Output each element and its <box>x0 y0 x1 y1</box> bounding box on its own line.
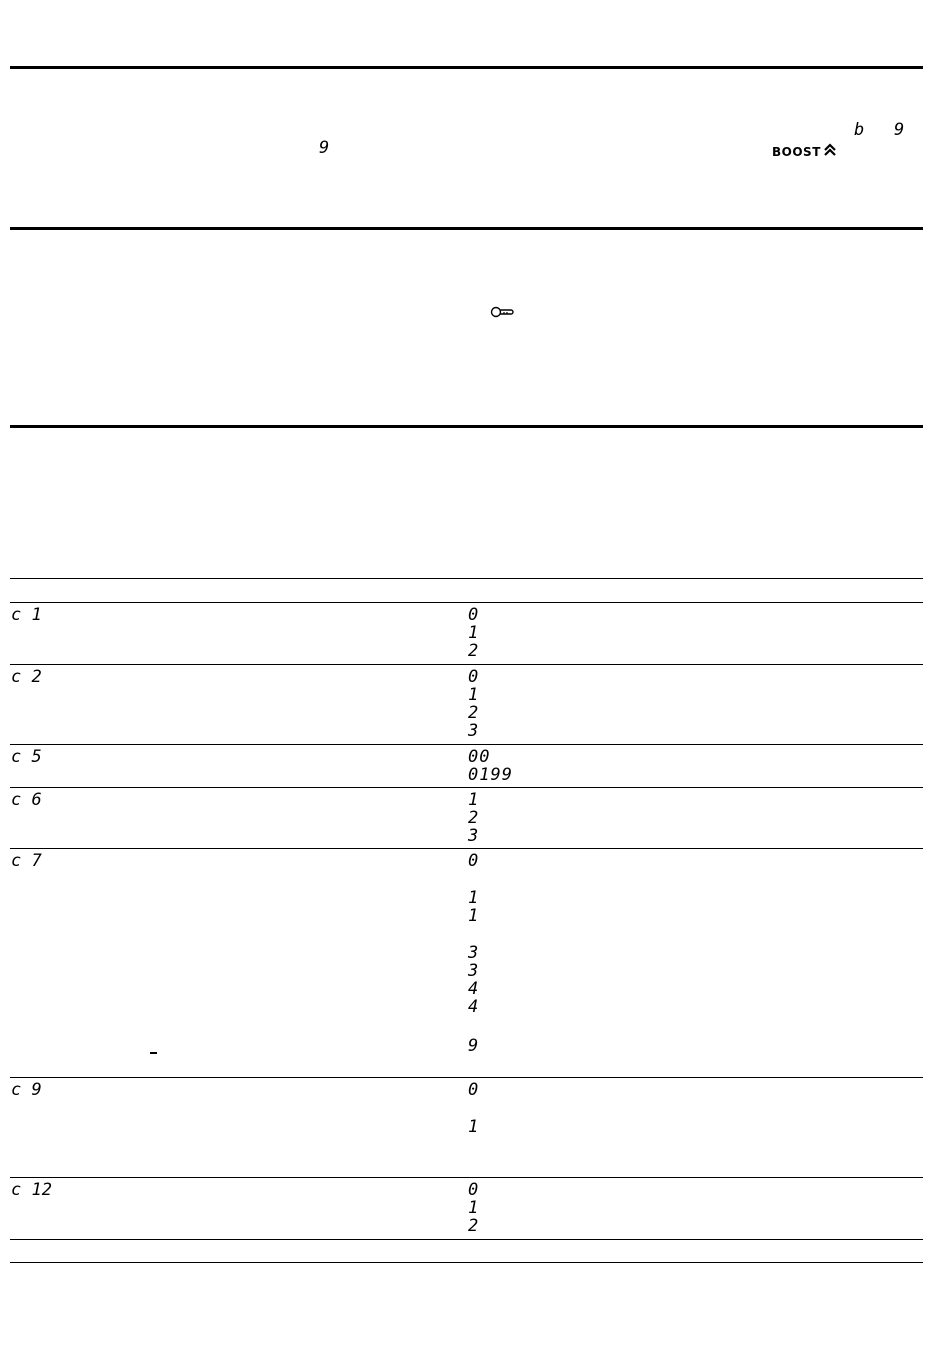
row-divider <box>10 1177 923 1178</box>
setting-value: 3 <box>468 721 480 741</box>
row-divider <box>10 744 923 745</box>
setting-value: 1 <box>468 790 480 810</box>
section-rule-lower <box>10 425 923 428</box>
setting-code: c 7 <box>11 851 42 871</box>
row-divider <box>10 1239 923 1240</box>
setting-value: 1 <box>468 1117 480 1137</box>
setting-value: 3 <box>468 961 480 981</box>
section-rule-mid <box>10 227 923 230</box>
double-chevron-up-icon <box>823 142 837 161</box>
section-rule-top <box>10 66 923 69</box>
setting-value: 0 <box>468 851 480 871</box>
setting-code: c 5 <box>11 747 42 767</box>
setting-code: c 9 <box>11 1080 42 1100</box>
setting-value: 4 <box>468 997 480 1017</box>
table-header-top-rule <box>10 578 923 579</box>
table-bottom-rule <box>10 1262 923 1263</box>
row-divider <box>10 1077 923 1078</box>
setting-value: 1 <box>468 685 480 705</box>
setting-value: 00 <box>468 747 491 767</box>
setting-value: 2 <box>468 1216 480 1236</box>
setting-value: 3 <box>468 943 480 963</box>
setting-value: 0 <box>468 1180 480 1200</box>
setting-value: 2 <box>468 703 480 723</box>
key-icon <box>490 304 514 318</box>
row-divider <box>10 664 923 665</box>
setting-value: 0 <box>468 1080 480 1100</box>
setting-value: 1 <box>468 888 480 908</box>
setting-value: 0199 <box>468 765 513 785</box>
power-level-display: 9 <box>319 138 331 158</box>
setting-value: 3 <box>468 826 480 846</box>
table-header-bottom-rule <box>10 602 923 603</box>
boost-label: BOOST <box>772 144 821 159</box>
row-divider <box>10 848 923 849</box>
setting-value: 4 <box>468 979 480 999</box>
setting-code: c 1 <box>11 605 42 625</box>
setting-value: 1 <box>468 623 480 643</box>
dash-mark <box>150 1052 157 1054</box>
setting-value: 0 <box>468 605 480 625</box>
setting-value: 2 <box>468 808 480 828</box>
row-divider <box>10 787 923 788</box>
setting-value: 1 <box>468 1198 480 1218</box>
setting-code: c 6 <box>11 790 42 810</box>
setting-value: 0 <box>468 667 480 687</box>
display-digit-9: 9 <box>894 120 906 140</box>
display-digit-b: b <box>854 120 866 140</box>
boost-indicator <box>772 142 837 161</box>
setting-code: c 2 <box>11 667 42 687</box>
setting-value: 9 <box>468 1036 480 1056</box>
setting-value: 1 <box>468 906 480 926</box>
setting-code: c 12 <box>11 1180 52 1200</box>
setting-value: 2 <box>468 641 480 661</box>
